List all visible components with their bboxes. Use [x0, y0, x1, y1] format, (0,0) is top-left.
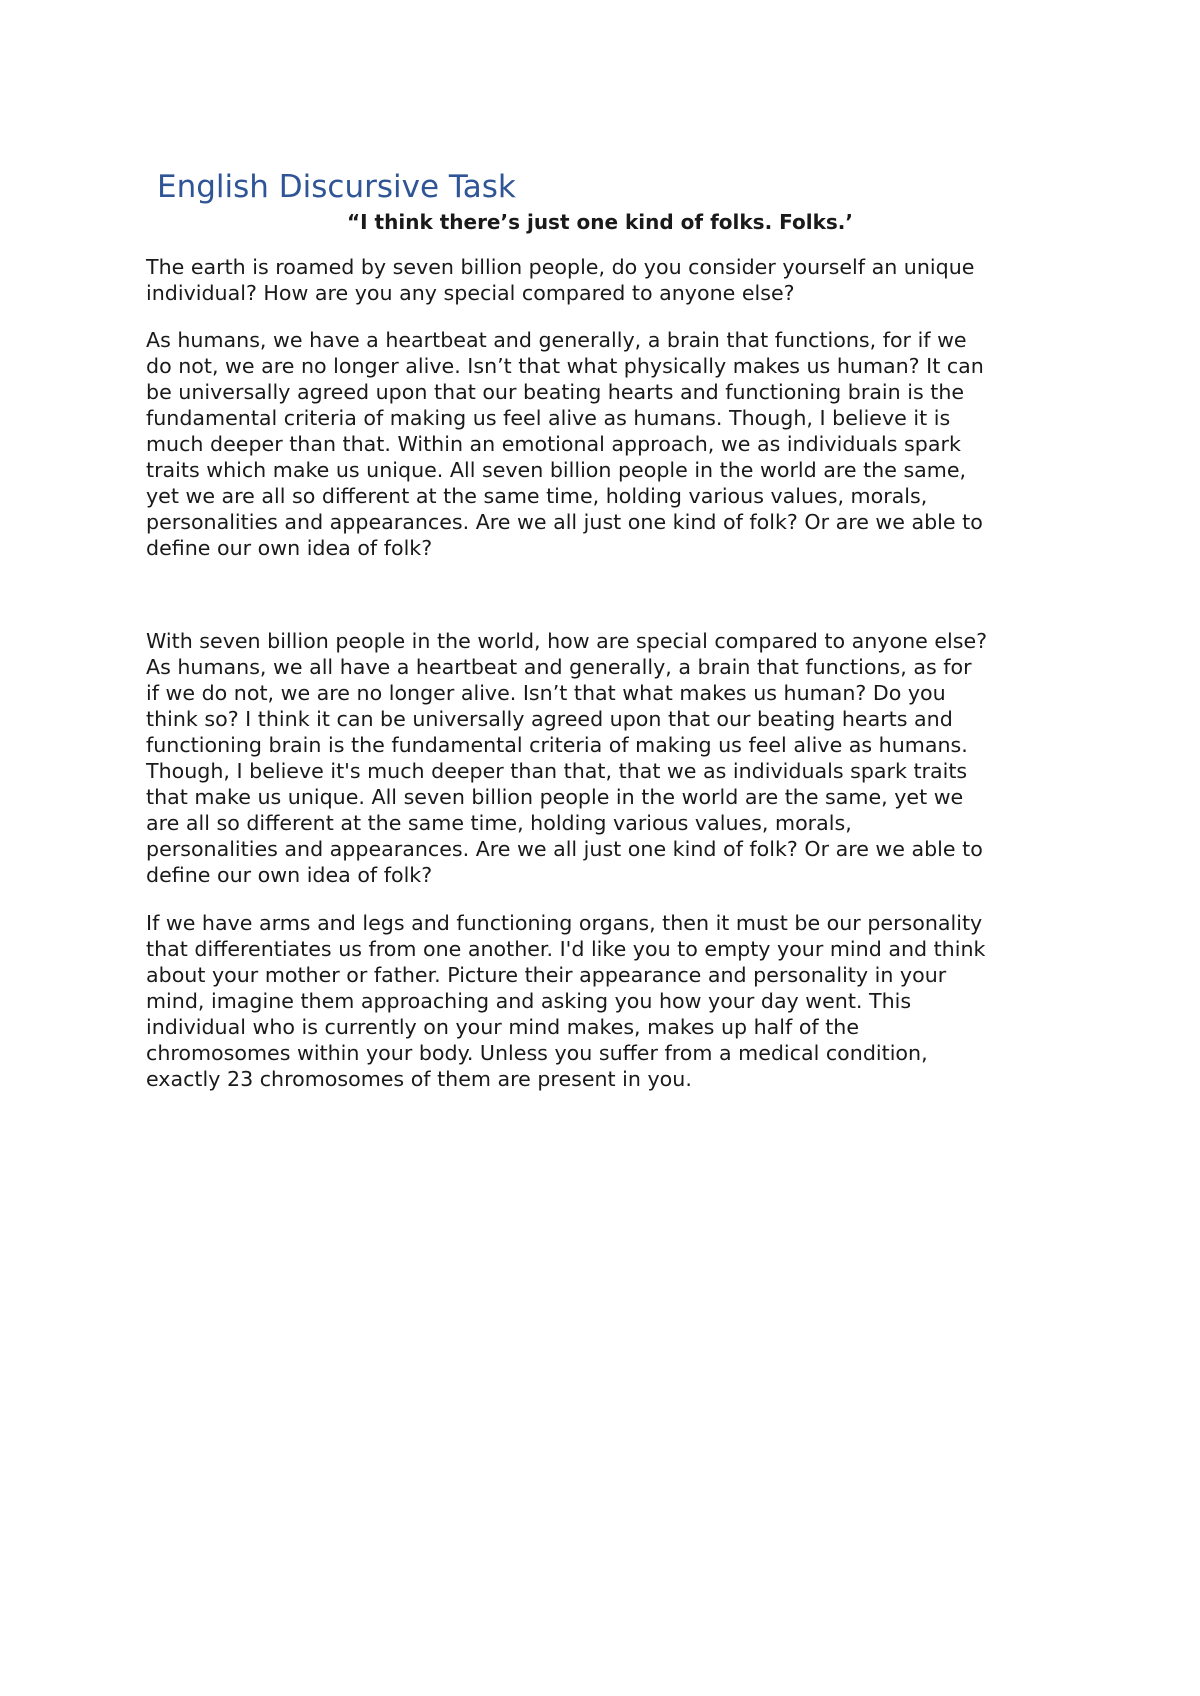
paragraph-line: As humans, we all have a heartbeat and generally, a brain that functions, as for — [146, 655, 972, 679]
paragraph-line: functioning brain is the fundamental criteria of making us feel alive as humans. — [146, 733, 968, 757]
paragraph-line: individual who is currently on your mind makes, makes up half of the — [146, 1015, 860, 1039]
paragraph-line: define our own idea of folk? — [146, 863, 433, 887]
paragraph-line: The earth is roamed by seven billion people, do you consider yourself an unique — [146, 255, 975, 279]
paragraph-line: are all so different at the same time, holding various values, morals, — [146, 811, 852, 835]
paragraph-line: about your mother or father. Picture their appearance and personality in your — [146, 963, 947, 987]
paragraph-line: do not, we are no longer alive. Isn’t that what physically makes us human? It can — [146, 354, 984, 378]
paragraph-line: As humans, we have a heartbeat and generally, a brain that functions, for if we — [146, 328, 967, 352]
paragraph-line: personalities and appearances. Are we all just one kind of folk? Or are we able to — [146, 510, 983, 534]
paragraph-seven-billion — [146, 628, 1066, 888]
document-title: English Discursive Task — [157, 169, 516, 205]
paragraph-humans — [146, 327, 1066, 561]
paragraph-line: If we have arms and legs and functioning organs, then it must be our personality — [146, 911, 983, 935]
paragraph-line: traits which make us unique. All seven billion people in the world are the same, — [146, 458, 967, 482]
paragraph-line: be universally agreed upon that our beating hearts and functioning brain is the — [146, 380, 965, 404]
paragraph-line: Though, I believe it's much deeper than that, that we as individuals spark traits — [146, 759, 968, 783]
paragraph-line: if we do not, we are no longer alive. Isn’t that what makes us human? Do you — [146, 681, 946, 705]
paragraph-line: chromosomes within your body. Unless you suffer from a medical condition, — [146, 1041, 928, 1065]
paragraph-line: fundamental criteria of making us feel alive as humans. Though, I believe it is — [146, 406, 951, 430]
paragraph-intro — [146, 254, 1066, 306]
paragraph-line: mind, imagine them approaching and asking you how your day went. This — [146, 989, 912, 1013]
paragraph-line: exactly 23 chromosomes of them are present in you. — [146, 1067, 692, 1091]
paragraph-line: personalities and appearances. Are we all just one kind of folk? Or are we able to — [146, 837, 983, 861]
document-subtitle-quote: “I think there’s just one kind of folks. Folks.’ — [347, 210, 853, 234]
paragraph-line: that differentiates us from one another. I'd like you to empty your mind and think — [146, 937, 986, 961]
paragraph-line: yet we are all so different at the same time, holding various values, morals, — [146, 484, 928, 508]
paragraph-line: think so? I think it can be universally agreed upon that our beating hearts and — [146, 707, 953, 731]
paragraph-line: that make us unique. All seven billion people in the world are the same, yet we — [146, 785, 964, 809]
paragraph-line: define our own idea of folk? — [146, 536, 433, 560]
paragraph-personality — [146, 910, 1066, 1092]
paragraph-line: much deeper than that. Within an emotional approach, we as individuals spark — [146, 432, 961, 456]
paragraph-line: With seven billion people in the world, how are special compared to anyone else? — [146, 629, 988, 653]
paragraph-line: individual? How are you any special compared to anyone else? — [146, 281, 795, 305]
